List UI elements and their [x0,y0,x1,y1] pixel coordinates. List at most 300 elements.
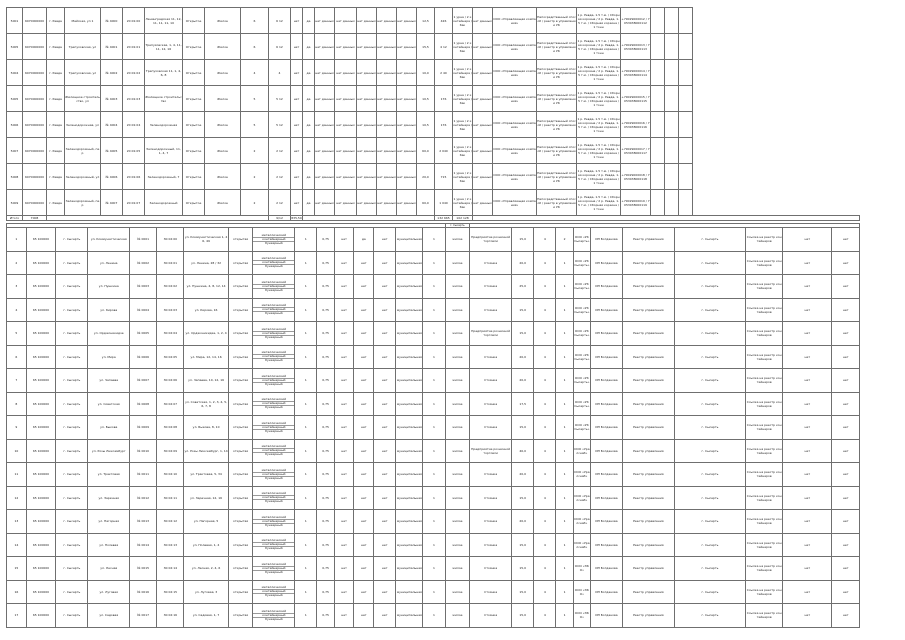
cell-address: Жилищное строительство [145,86,183,112]
bin-type: металлический [253,586,294,590]
table-row [7,392,860,416]
cell-kind: Жилое [205,60,241,86]
cell-street: ул. Кирова [88,298,130,322]
cell-a2: да [303,34,315,60]
cell-address: ул. Луговая, 3 [184,580,228,604]
cell-b1: нет [334,580,354,604]
cell-a3: нет данных [315,164,335,190]
cell-sz: 1 [423,580,445,604]
cell-kind: Жилое [205,112,241,138]
cell-val: 25,0 [512,275,534,299]
cell-b2: нет [354,416,374,440]
cell-num: № 0011 [130,463,157,487]
cell-l: 2 [556,228,573,252]
cell-no: 3 [7,275,27,299]
cell-region: г. Ревда [47,164,65,190]
cell-bins [253,604,295,628]
cell-k: 4 [534,392,556,416]
cell-b1: нет [334,533,354,557]
cell-y1: нет [783,604,832,628]
cell-cat: Стоянка [470,369,512,393]
cell-city: г. Сысерть [674,392,745,416]
cell-region: г. Ревда [47,112,65,138]
cell-cat: Стоянка [470,345,512,369]
cell-owner: Открытое [183,8,205,34]
cell-link: Ссылка на реестр контейнеров [746,463,783,487]
total-blank [473,216,860,221]
cell-b2: нет [354,604,374,628]
cell-vol: 0,75 [317,298,334,322]
cell-no: 5004 [7,60,23,86]
cell-op: ИП Богданова [590,275,622,299]
cell-code: 65 100000 [26,463,56,487]
cell-val1: 10,0 [417,60,435,86]
cell-vol: 0,75 [317,251,334,275]
bin-type: металлический [253,281,294,285]
cell-count: 1 [295,439,317,463]
cell-street: ул. Розы Люксембург [88,439,130,463]
cell-reg: Реестр управления [622,345,674,369]
cell-reg: Реестр управления [622,369,674,393]
cell-street: Зеленодорожная, ул [65,112,101,138]
cell-vol: 0,75 [317,416,334,440]
cell-b3: нет [374,439,396,463]
cell-reg: Реестр управления [622,486,674,510]
cell-link: Ссылка на реестр контейнеров [746,486,783,510]
cell-cat: Предприятие розничной торговли [470,439,512,463]
cell-a2: да [303,86,315,112]
cell-no: 8 [7,392,27,416]
cell-type: открытая [228,510,253,534]
cell-num: № 0006 [130,345,157,369]
cell-a5: нет данных [357,190,377,216]
cell-a4: нет данных [335,190,357,216]
cell-cls: жилое [445,557,470,581]
cell-val2: 2 040 [435,138,453,164]
bin-type: контейнерный [253,355,294,359]
cell-cls: жилое [445,345,470,369]
cell-no: 5007 [7,138,23,164]
cell-address: ул. Быкова, 8, 10 [184,416,228,440]
cell-phone: +79029000016 / 7053038000116 [621,112,651,138]
cell-b4: муниципальная [396,510,423,534]
cell-city: г. Сысерть [674,533,745,557]
cell-cad: 30:02:10 [157,463,184,487]
cell-a6: нет данных [377,190,397,216]
cell-reg: Реестр управления [622,416,674,440]
bin-type: бункерный [265,381,283,386]
cell-contacts: 1 р. Ревда, 1.5 т.м. / Сборная корзина / 2 р. Ревда, 1.5 т.м. / Сборная корзина / 1 тонн [577,8,621,34]
cell-x1 [651,138,665,164]
cell-reg: Реестр управления [622,604,674,628]
total-row [7,216,860,221]
cell-city: г. Сысерть [674,322,745,346]
cell-a3: нет данных [315,138,335,164]
cell-no: 1 [7,228,27,252]
cell-val: 20,0 [512,345,534,369]
cell-cad: 30:02:15 [157,580,184,604]
cell-val1: 60,0 [417,138,435,164]
cell-b3: нет [374,322,396,346]
cell-cat: Стоянка [470,557,512,581]
cell-reason: Непосредственный способ / реестр в управлении УК [537,164,577,190]
bin-type-list [253,445,294,456]
cell-org: ООО «ЭКО» [573,580,590,604]
cell-y2: нет [832,580,860,604]
cell-reg: Реестр управления [622,533,674,557]
cell-y1: нет [783,439,832,463]
cell-area: 2 12 [269,164,291,190]
cell-sz: 1 [423,228,445,252]
cell-y1: нет [783,298,832,322]
bin-type: металлический [253,492,294,496]
cell-b2: нет [354,557,374,581]
cell-reason: Непосредственный способ / реестр в управлении УК [537,112,577,138]
cell-k: 4 [534,533,556,557]
bin-type: контейнерный [253,332,294,336]
cell-vol: 0,75 [317,533,334,557]
bin-type: бункерный [265,264,283,269]
cell-a6: нет данных [377,86,397,112]
cell-num: № 4006 [101,164,123,190]
cell-link: Ссылка на реестр контейнеров [746,604,783,628]
cell-a7: нет данных [397,190,417,216]
cell-owner: Открытое [183,34,205,60]
cell-num: № 0003 [130,275,157,299]
cell-kind: Жилое [205,164,241,190]
cell-cls: жилое [445,392,470,416]
cell-region: г. Сысерть [56,322,88,346]
cell-count: 1 [295,345,317,369]
cell-x3 [679,34,693,60]
table-row [7,298,860,322]
cell-count: 1 [295,369,317,393]
cell-address: Трепуховская 11, 1, 4, 6, 8 [145,60,183,86]
cell-op: ИП Богданова [590,345,622,369]
cell-phone: +79029000012 / 7053038000112 [621,8,651,34]
cell-address: Зеленодорожный, 7 [145,164,183,190]
cell-type: 1 урна / 2 контейнера / бак [453,164,473,190]
cell-code: 65 100000 [26,580,56,604]
table-row [7,416,860,440]
cell-contacts: 1 р. Ревда, 1.5 т.м. / Сборная корзина / 2 р. Ревда, 1.5 т.м. / Сборная корзина / 1 тонн [577,112,621,138]
bin-type: металлический [253,422,294,426]
bin-type: бункерный [265,287,283,292]
cell-a7: нет данных [397,112,417,138]
cell-count: 1 [295,533,317,557]
cell-vol: 0,75 [317,463,334,487]
cell-no: 7 [7,369,27,393]
cell-l: 1 [556,439,573,463]
cell-owner: Открытое [183,112,205,138]
cell-code: 6070000000 [23,60,47,86]
bin-type: металлический [253,445,294,449]
cell-link: Ссылка на реестр контейнеров [746,369,783,393]
cell-a4: нет данных [335,34,357,60]
cell-type: 1 урна / 2 контейнера / бак [453,190,473,216]
cell-b4: муниципальная [396,392,423,416]
cell-street: ул. Садовая [88,604,130,628]
cell-num: № 4001 [101,34,123,60]
cell-b3: нет [374,275,396,299]
cell-val: 20,0 [512,463,534,487]
table-row [7,580,860,604]
cell-b2: нет [354,345,374,369]
cell-kind: Жилое [205,8,241,34]
cell-org: ООО «УК Сысерть» [573,369,590,393]
cell-street: ул. Быкова [88,416,130,440]
cell-street: ул. Чапаева [88,369,130,393]
cell-code: 65 100000 [26,510,56,534]
cell-vol: 0,75 [317,392,334,416]
cell-sz: 1 [423,275,445,299]
cell-cad: 30:02:13 [157,533,184,557]
cell-x3 [679,112,693,138]
cell-org: ООО «УК Сысерть» [573,392,590,416]
cell-b2: нет [354,251,374,275]
cell-cat: Стоянка [470,486,512,510]
cell-b3: нет [374,251,396,275]
cell-owner: Открытое [183,164,205,190]
cell-cad: 30:02:05 [157,345,184,369]
cell-b3: нет [374,298,396,322]
cell-k: 4 [534,228,556,252]
table-row [7,190,860,216]
cell-mgmt: нет данных [473,34,493,60]
cell-vol: 0,75 [317,439,334,463]
cell-floors: 6 [241,8,269,34]
cell-count: 1 [295,275,317,299]
bin-type: контейнерный [253,285,294,289]
cell-k: 4 [534,510,556,534]
cell-org: ООО «УК Сысерть» [573,322,590,346]
cell-x3 [679,60,693,86]
cell-region: г. Сысерть [56,228,88,252]
cell-val1: 12,5 [417,8,435,34]
cell-a7: нет данных [397,164,417,190]
table-row [7,322,860,346]
cell-code: 6070000000 [23,86,47,112]
cell-b2: нет [354,439,374,463]
cell-val1: 10,5 [417,112,435,138]
cell-no: 5001 [7,8,23,34]
cell-address: ул. Мира, 12, 14, 16 [184,345,228,369]
cell-region: г. Ревда [47,34,65,60]
cell-code: 65 100000 [26,369,56,393]
cell-num: № 0004 [130,298,157,322]
cell-a6: нет данных [377,8,397,34]
bin-type: металлический [253,351,294,355]
cell-a4: нет данных [335,112,357,138]
cell-cad: 20:01:03 [123,86,145,112]
cell-y2: нет [832,557,860,581]
cell-b2: нет [354,486,374,510]
cell-b2: нет [354,369,374,393]
cell-count: 1 [295,298,317,322]
cell-city: г. Сысерть [674,510,745,534]
cell-org: ООО «Управляющая компания» [493,112,537,138]
cell-sz: 1 [423,251,445,275]
cell-a4: нет данных [335,138,357,164]
cell-a7: нет данных [397,86,417,112]
cell-org: ООО «УК Сысерть» [573,275,590,299]
cell-sz: 1 [423,392,445,416]
cell-address: ул. Нагорная, 5 [184,510,228,534]
cell-cat: Стоянка [470,275,512,299]
cell-link: Ссылка на реестр контейнеров [746,228,783,252]
cell-b3: нет [374,533,396,557]
cell-a5: нет данных [357,34,377,60]
cell-num: № 4007 [101,190,123,216]
cell-y1: нет [783,580,832,604]
cell-region: г. Ревда [47,60,65,86]
cell-count: 1 [295,463,317,487]
cell-area: 5 12 [269,112,291,138]
cell-contacts: 1 р. Ревда, 1.5 т.м. / Сборная корзина / 2 р. Ревда, 1.5 т.м. / Сборная корзина / 1 тонн [577,138,621,164]
cell-kind: Жилое [205,86,241,112]
cell-street: Зеленодорожный, пер [65,190,101,216]
cell-reason: Непосредственный способ / реестр в управлении УК [537,86,577,112]
cell-city: г. Сысерть [674,604,745,628]
section-label: г. Сысерть [445,224,470,228]
cell-street: ул. Лесная [88,557,130,581]
cell-num: № 0014 [130,533,157,557]
cell-address: ул. Коммунистическая 1, 46, 49 [184,228,228,252]
cell-type: открытая [228,298,253,322]
cell-b2: нет [354,533,374,557]
cell-no: 9 [7,416,27,440]
cell-b2: нет [354,392,374,416]
cell-address: Зеленодорожный, 11, 1, 4, 7 [145,138,183,164]
cell-op: ИП Богданова [590,322,622,346]
total-count: 7008 [23,216,47,221]
cell-b3: нет [374,345,396,369]
bin-type-list [253,563,294,574]
total-blank [303,216,435,221]
cell-cls: жилое [445,533,470,557]
cell-op: ИП Богданова [590,580,622,604]
cell-street: Зеленодорожный, пер [65,138,101,164]
table-row [7,439,860,463]
table-row [7,345,860,369]
cell-cls: жилое [445,251,470,275]
cell-y1: нет [783,369,832,393]
cell-city: г. Сысерть [674,251,745,275]
cell-val2: 4 12 [435,34,453,60]
cell-address: ул. Советская, 1, 2, 3, 4, 5, 6, 7, 8 [184,392,228,416]
cell-address: Ленинградская 11, 12, 11, 11, 11, 10 [145,8,183,34]
cell-b4: муниципальная [396,580,423,604]
cell-b1: нет [334,416,354,440]
cell-sz: 1 [423,557,445,581]
bin-type: контейнерный [253,379,294,383]
cell-owner: Открытое [183,190,205,216]
cell-cat: Стоянка [470,510,512,534]
cell-code: 65 100000 [26,486,56,510]
cell-k: 4 [534,275,556,299]
cell-cls: жилое [445,439,470,463]
cell-org: ООО «Управляющая компания» [493,8,537,34]
bin-type: бункерный [265,475,283,480]
cell-a3: нет данных [315,190,335,216]
cell-num: № 0012 [130,486,157,510]
cell-no: 10 [7,439,27,463]
bin-type: металлический [253,304,294,308]
cell-region: г. Сысерть [56,275,88,299]
cell-y1: нет [783,533,832,557]
cell-cad: 20:01:01 [123,34,145,60]
cell-num: № 4000 [101,8,123,34]
cell-reg: Реестр управления [622,322,674,346]
cell-b4: муниципальная [396,275,423,299]
cell-org: ООО «Уралснаб» [573,486,590,510]
bin-type: металлический [253,257,294,261]
cell-cad: 20:01:07 [123,190,145,216]
cell-reg: Реестр управления [622,510,674,534]
cell-x2 [665,164,679,190]
cell-type: открытая [228,486,253,510]
cell-area: 5 12 [269,86,291,112]
cell-bins [253,416,295,440]
cell-b4: муниципальная [396,369,423,393]
bin-type: бункерный [265,593,283,598]
cell-k: 4 [534,463,556,487]
cell-y2: нет [832,463,860,487]
bin-type-list [253,375,294,386]
cell-count: 1 [295,580,317,604]
cell-city: г. Сысерть [674,580,745,604]
cell-city: г. Сысерть [674,369,745,393]
cell-x1 [651,164,665,190]
cell-b4: муниципальная [396,345,423,369]
cell-type: открытая [228,322,253,346]
cell-count: 1 [295,251,317,275]
cell-l: 1 [556,580,573,604]
cell-type: открытая [228,251,253,275]
cell-y2: нет [832,533,860,557]
cell-address: ул. Заречная, 12, 16 [184,486,228,510]
cell-op: ИП Богданова [590,463,622,487]
bin-type: контейнерный [253,590,294,594]
cell-vol: 0,75 [317,275,334,299]
cell-a1: нет [291,190,303,216]
cell-vol: 0,75 [317,510,334,534]
cell-city: г. Сысерть [674,416,745,440]
cell-x2 [665,138,679,164]
cell-val: 15,0 [512,298,534,322]
cell-val: 15,0 [512,228,534,252]
cell-k: 4 [534,604,556,628]
bin-type-list [253,610,294,621]
cell-org: ООО «Уралснаб» [573,510,590,534]
cell-cad: 20:01:06 [123,164,145,190]
bin-type: металлический [253,375,294,379]
cell-floors: 2 [241,190,269,216]
cell-op: ИП Богданова [590,557,622,581]
cell-sz: 1 [423,604,445,628]
cell-vol: 0,75 [317,486,334,510]
cell-num: № 0005 [130,322,157,346]
table-row [7,275,860,299]
cell-cls: жилое [445,298,470,322]
cell-region: г. Сысерть [56,557,88,581]
cell-num: № 0009 [130,416,157,440]
cell-phone: +79029000019 / 7053038000119 [621,190,651,216]
cell-code: 65 100000 [26,228,56,252]
cell-address: ул. Ленина, 28 / 32 [184,251,228,275]
cell-cat: Стоянка [470,580,512,604]
cell-cls: жилое [445,322,470,346]
